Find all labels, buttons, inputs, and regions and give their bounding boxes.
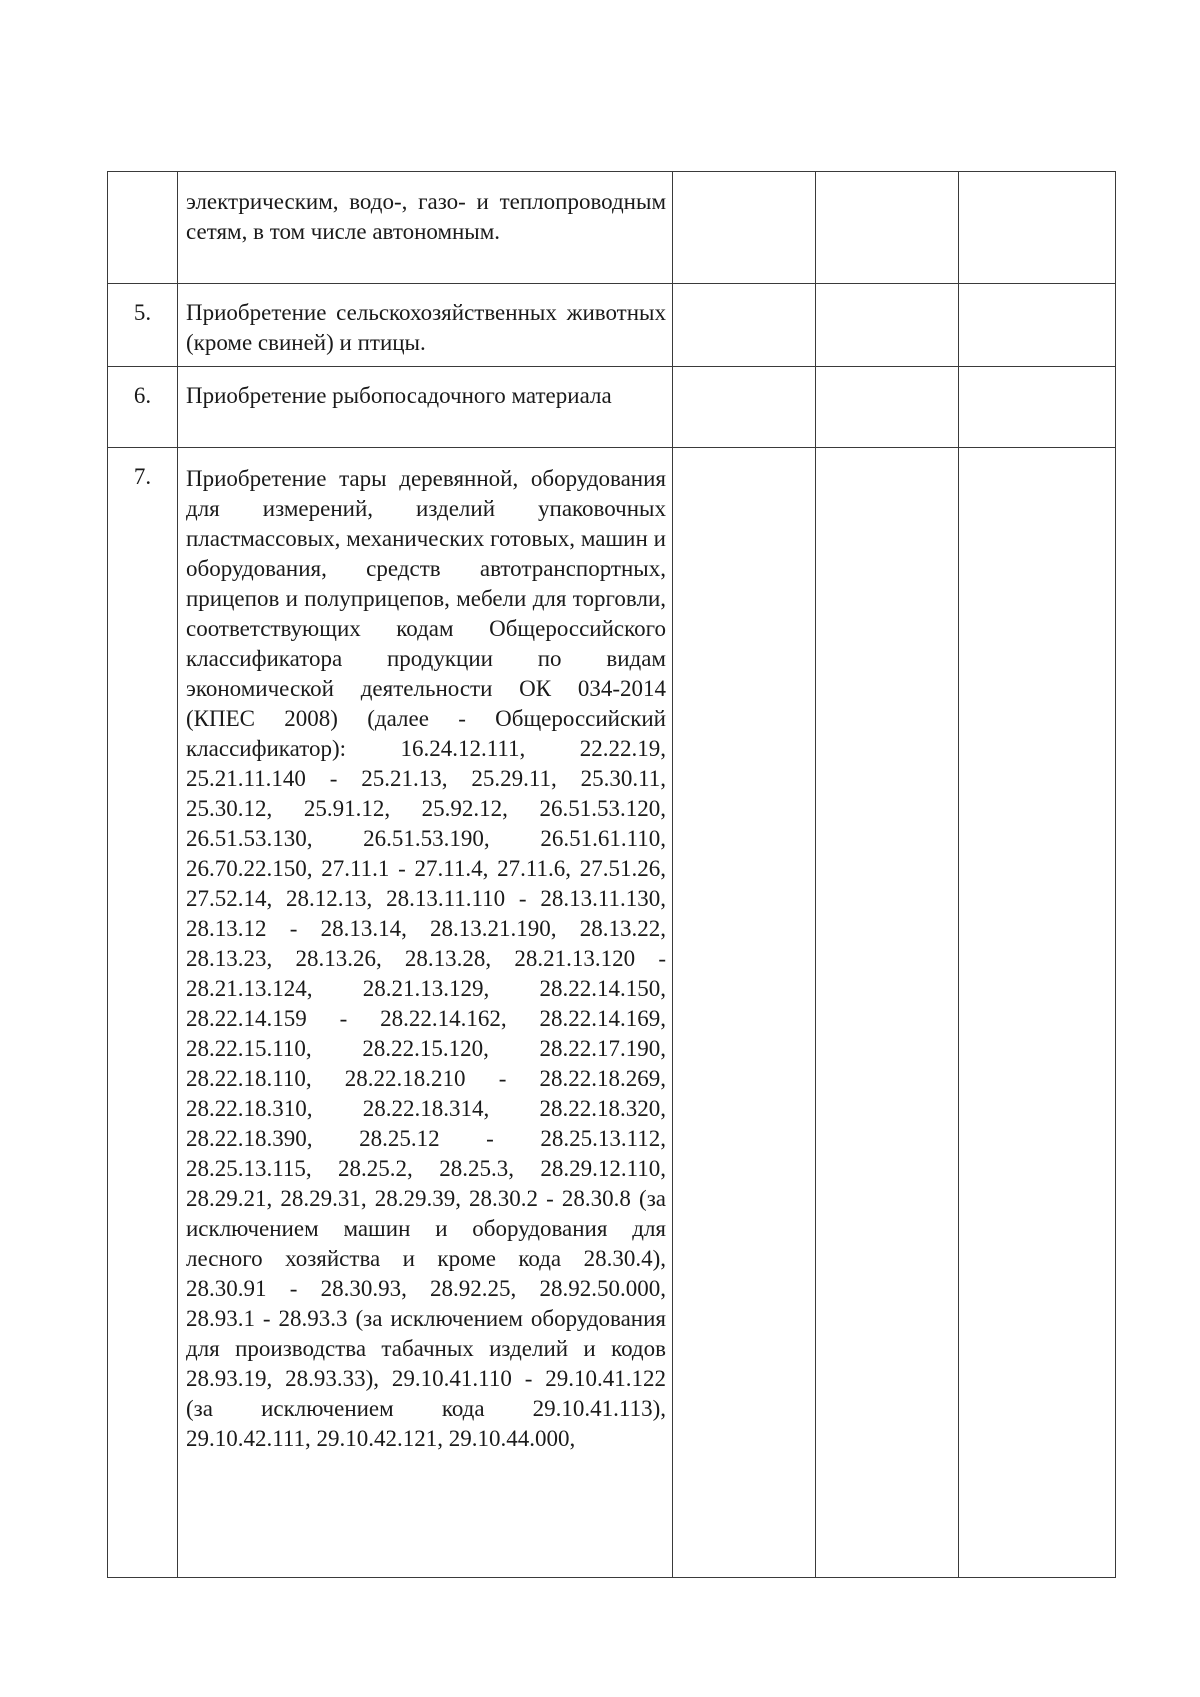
empty-cell bbox=[673, 284, 816, 367]
table-row bbox=[108, 367, 1116, 448]
empty-cell bbox=[959, 172, 1116, 284]
document-table bbox=[107, 171, 1116, 1578]
empty-cell bbox=[959, 367, 1116, 448]
empty-cell bbox=[959, 448, 1116, 1578]
empty-cell bbox=[959, 284, 1116, 367]
empty-cell bbox=[816, 172, 959, 284]
empty-cell bbox=[673, 367, 816, 448]
table-row bbox=[108, 284, 1116, 367]
row-number: 7. bbox=[108, 448, 178, 1578]
empty-cell bbox=[816, 284, 959, 367]
table-row bbox=[108, 448, 1116, 1578]
row-number bbox=[108, 172, 178, 284]
row-number: 6. bbox=[108, 367, 178, 448]
row-description: Приобретение сельскохозяйственных животных (кроме свиней) и птицы. bbox=[178, 284, 673, 367]
table-row bbox=[108, 172, 1116, 284]
empty-cell bbox=[673, 172, 816, 284]
row-number: 5. bbox=[108, 284, 178, 367]
row-description: Приобретение тары деревянной, оборудования для измерений, изделий упаковочных пластмассовых, механических готовых, машин и оборудования, средств автотранспортных, прицепов и полуприцепов, мебели для торговли, соответствующих кодам Общероссийского классификатора продукции по видам экономической деятельности ОК 034-2014 (КПЕС 2008) (далее - Общероссийский классификатор): 16.24.12.111, 22.22.19, 25.21.11.140 - 25.21.13, 25.29.11, 25.30.11, 25.30.12, 25.91.12, 25.92.12, 26.51.53.120, 26.51.53.130, 26.51.53.190, 26.51.61.110, 26.70.22.150, 27.11.1 - 27.11.4, 27.11.6, 27.51.26, 27.52.14, 28.12.13, 28.13.11.110 - 28.13.11.130, 28.13.12 - 28.13.14, 28.13.21.190, 28.13.22, 28.13.23, 28.13.26, 28.13.28, 28.21.13.120 - 28.21.13.124, 28.21.13.129, 28.22.14.150, 28.22.14.159 - 28.22.14.162, 28.22.14.169, 28.22.15.110, 28.22.15.120, 28.22.17.190, 28.22.18.110, 28.22.18.210 - 28.22.18.269, 28.22.18.310, 28.22.18.314, 28.22.18.320, 28.22.18.390, 28.25.12 - 28.25.13.112, 28.25.13.115, 28.25.2, 28.25.3, 28.29.12.110, 28.29.21, 28.29.31, 28.29.39, 28.30.2 - 28.30.8 (за исключением машин и оборудования для лесного хозяйства и кроме кода 28.30.4), 28.30.91 - 28.30.93, 28.92.25, 28.92.50.000, 28.93.1 - 28.93.3 (за исключением оборудования для производства табачных изделий и кодов 28.93.19, 28.93.33), 29.10.41.110 - 29.10.41.122 (за исключением кода 29.10.41.113), 29.10.42.111, 29.10.42.121, 29.10.44.000, bbox=[178, 448, 673, 1578]
empty-cell bbox=[673, 448, 816, 1578]
empty-cell bbox=[816, 448, 959, 1578]
row-description: электрическим, водо-, газо- и теплопроводным сетям, в том числе автономным. bbox=[178, 172, 673, 284]
empty-cell bbox=[816, 367, 959, 448]
row-description: Приобретение рыбопосадочного материала bbox=[178, 367, 673, 448]
